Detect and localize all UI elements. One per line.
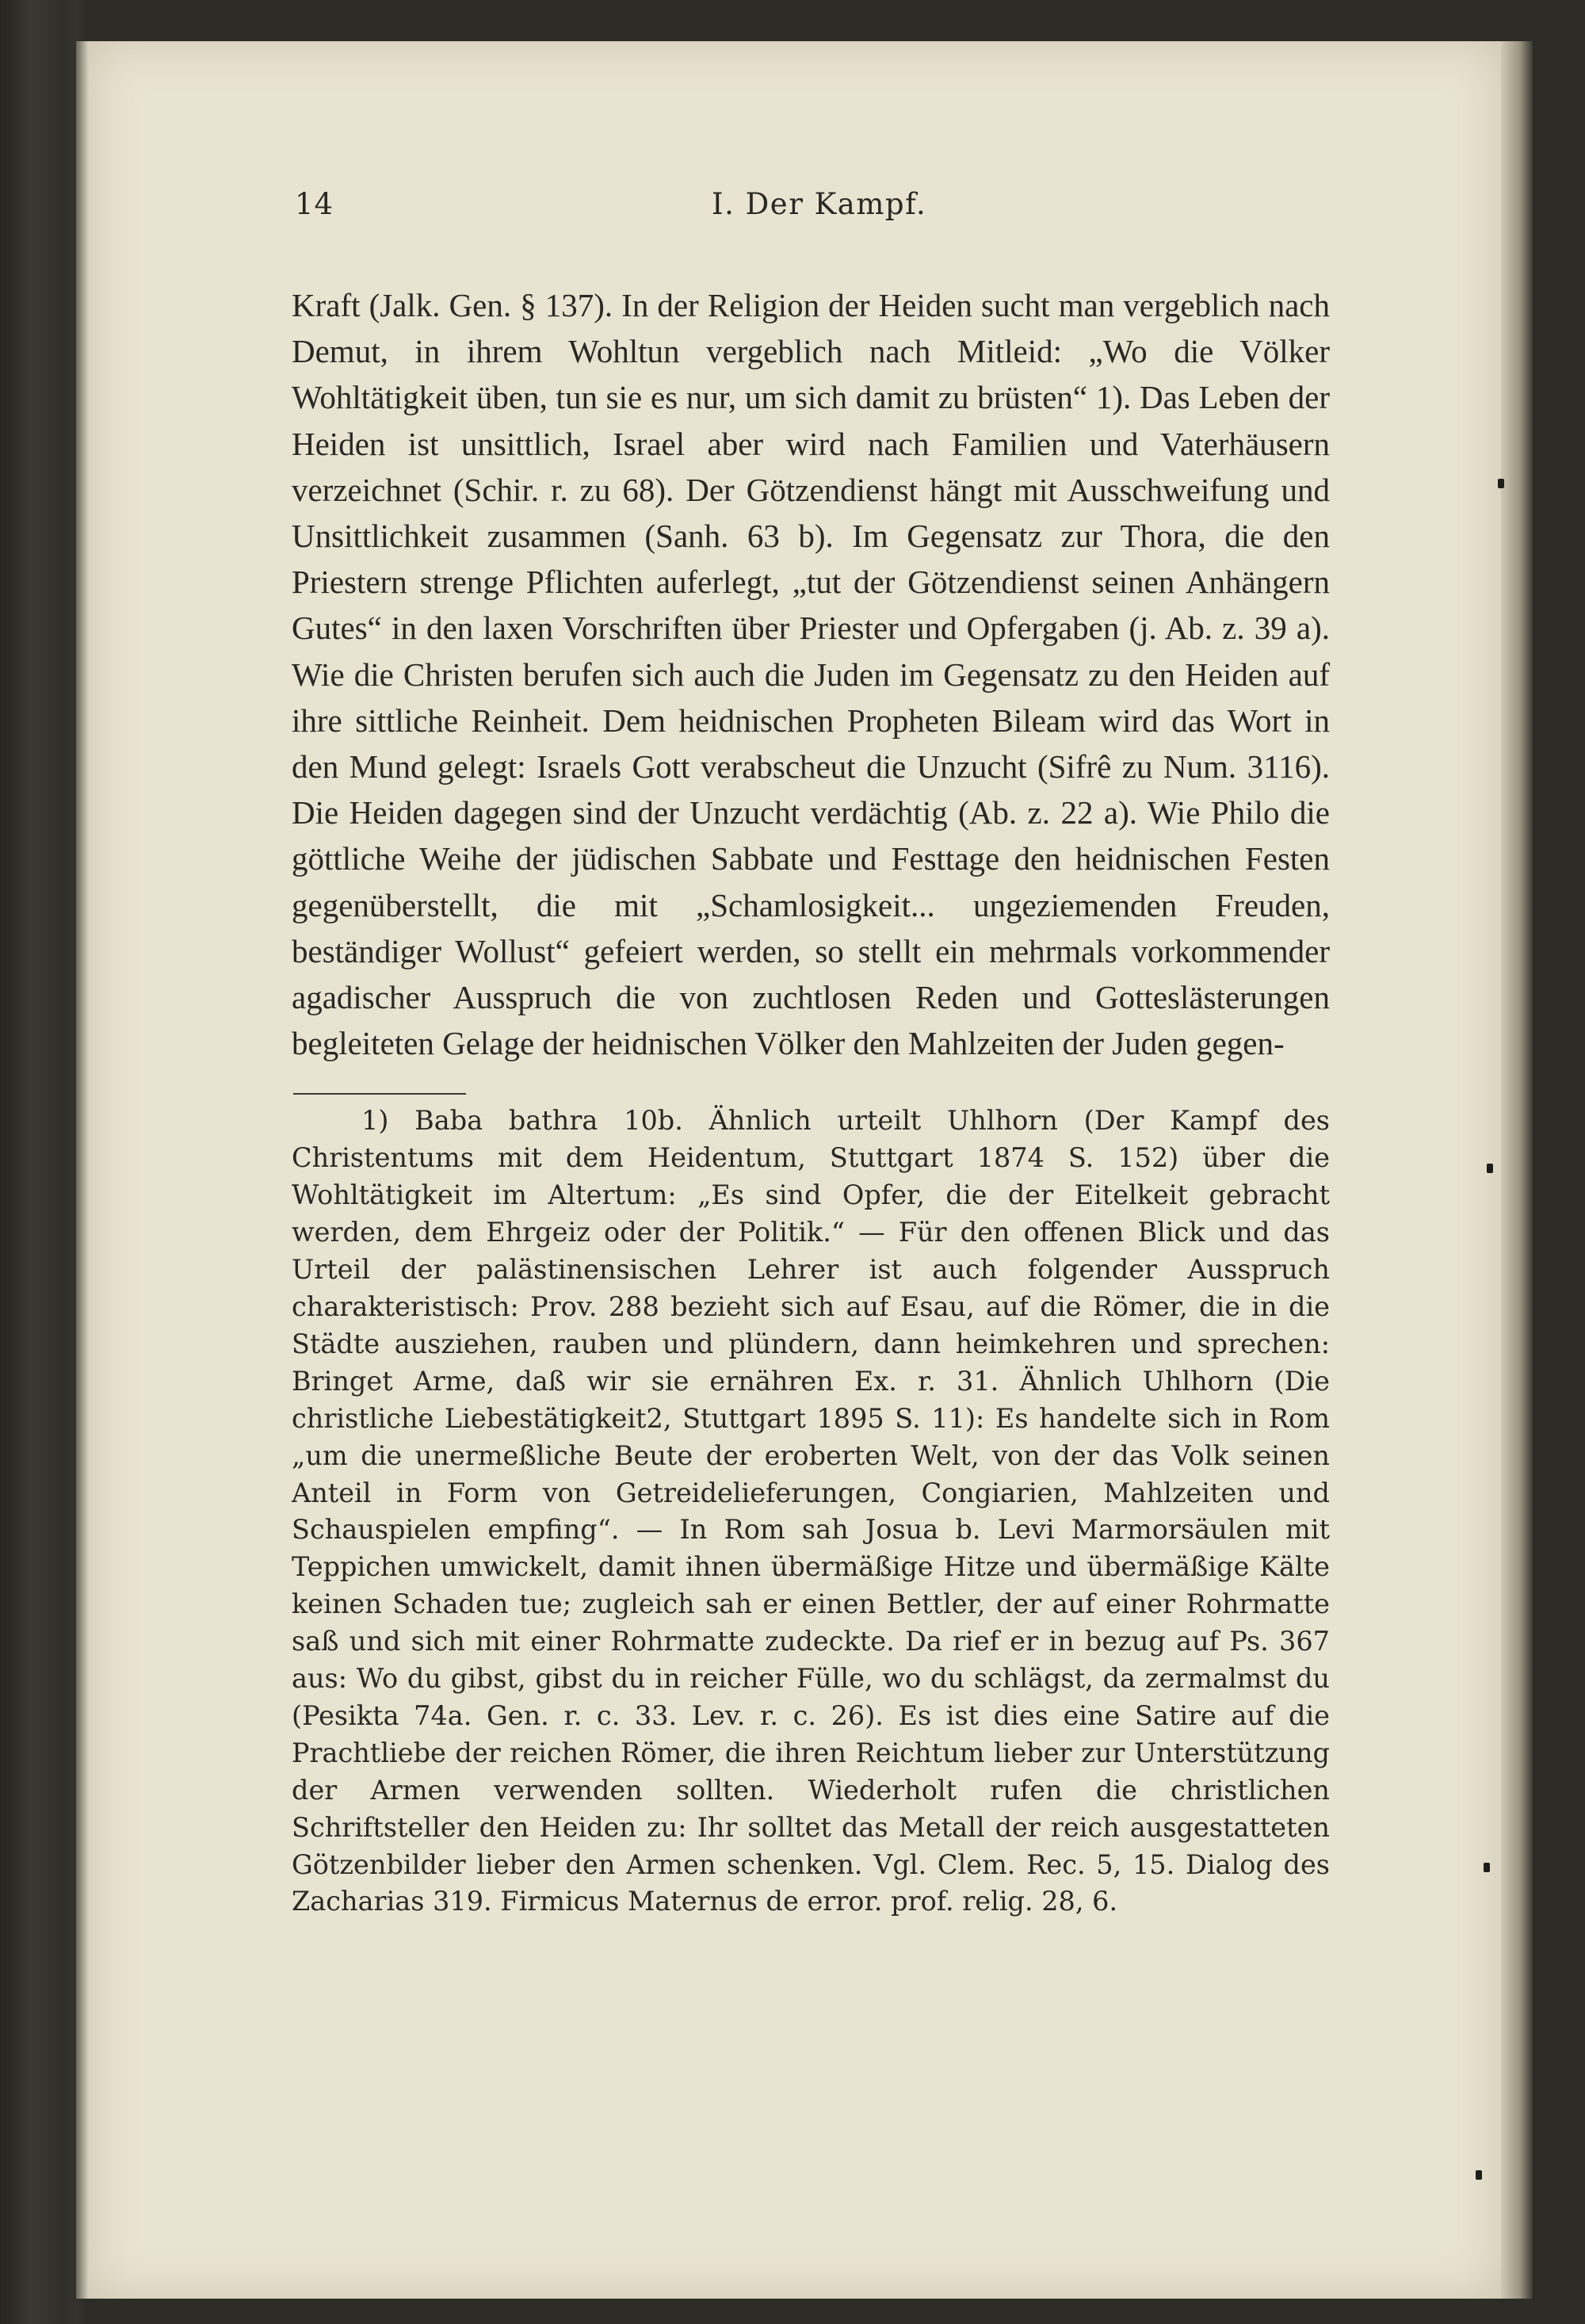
footnotes [292, 1103, 1330, 1921]
footnote-marker: 1) [361, 1105, 389, 1137]
chapter-title: I. Der Kampf. [712, 187, 927, 221]
edge-mark [1498, 479, 1504, 488]
edge-mark [1476, 2170, 1482, 2180]
page-number: 14 [295, 187, 334, 221]
body-paragraph: Kraft (Jalk. Gen. § 137). In der Religion der Heiden sucht man vergeblich nach Demut, in ihrem Wohltun vergeblich nach Mitleid: „Wo die Völker Wohltätigkeit üben, tun sie es nur, um sich damit zu brüsten“ 1). Das Leben der Heiden ist unsittlich, Israel aber wird nach Familien und Vaterhäusern verzeichnet (Schir. r. zu 68). Der Götzendienst hängt mit Ausschweifung und Unsittlichkeit zusammen (Sanh. 63 b). Im Gegensatz zur Thora, die den Priestern strenge Pflichten auferlegt, „tut der Götzendienst seinen Anhängern Gutes“ in den laxen Vorschriften über Priester und Opfergaben (j. Ab. z. 39 a). Wie die Christen berufen sich auch die Juden im Gegensatz zu den Heiden auf ihre sittliche Reinheit. Dem heidnischen Propheten Bileam wird das Wort in den Mund gelegt: Israels Gott verabscheut die Unzucht (Sifrê zu Num. 3116). Die Heiden dagegen sind der Unzucht verdächtig (Ab. z. 22 a). Wie Philo die göttliche Weihe der jüdischen Sabbate und Festtage den heidnischen Festen gegenüberstellt, die mit „Schamlosigkeit... ungeziemenden Freuden, beständiger Wollust“ gefeiert werden, so stellt ein mehrmals vorkommender agadischer Ausspruch die von zuchtlosen Reden und Gotteslästerungen begleiteten Gelage der heidnischen Völker den Mahlzeiten der Juden gegen- [292, 287, 1330, 1062]
edge-mark [1487, 1164, 1493, 1173]
running-head [292, 187, 1330, 235]
page-binding-edge [76, 41, 89, 2299]
edge-mark [1484, 1863, 1490, 1872]
text-block [292, 187, 1330, 1921]
page-fore-edge [1501, 41, 1533, 2299]
body-text [292, 282, 1330, 1066]
footnote [292, 1103, 1330, 1921]
footnote-separator-rule [293, 1093, 466, 1095]
footnote-text: Baba bathra 10b. Ähnlich urteilt Uhlhorn (Der Kampf des Christentums mit dem Heidentum, Stuttgart 1874 S. 152) über die Wohltätigkeit im Altertum: „Es sind Opfer, die der Eitelkeit gebracht werden, dem Ehrgeiz oder der Politik.“ — Für den offenen Blick und das Urteil der palästinensischen Lehrer ist auch folgender Ausspruch charakteristisch: Prov. 288 bezieht sich auf Esau, auf die Römer, die in die Städte ausziehen, rauben und plündern, dann heimkehren und sprechen: Bringet Arme, daß wir sie ernähren Ex. r. 31. Ähnlich Uhlhorn (Die christliche Liebestätigkeit2, Stuttgart 1895 S. 11): Es handelte sich in Rom „um die unermeßliche Beute der eroberten Welt, von der das Volk seinen Anteil in Form von Getreidelieferungen, Congiarien, Mahlzeiten und Schauspielen empfing“. — In Rom sah Josua b. Levi Marmorsäulen mit Teppichen umwickelt, damit ihnen übermäßige Hitze und übermäßige Kälte keinen Schaden tue; zugleich sah er einen Bettler, der auf einer Rohrmatte saß und sich mit einer Rohrmatte zudeckte. Da rief er in bezug auf Ps. 367 aus: Wo du gibst, gibst du in reicher Fülle, wo du schlägst, da zermalmst du (Pesikta 74a. Gen. r. c. 33. Lev. r. c. 26). Es ist dies eine Satire auf die Prachtliebe der reichen Römer, die ihren Reichtum lieber zur Unterstützung der Armen verwenden sollten. Wiederholt rufen die christlichen Schriftsteller den Heiden zu: Ihr solltet das Metall der reich ausgestatteten Götzenbilder lieber den Armen schenken. Vgl. Clem. Rec. 5, 15. Dialog des Zacharias 319. Firmicus Maternus de error. prof. relig. 28, 6. [292, 1105, 1330, 1917]
